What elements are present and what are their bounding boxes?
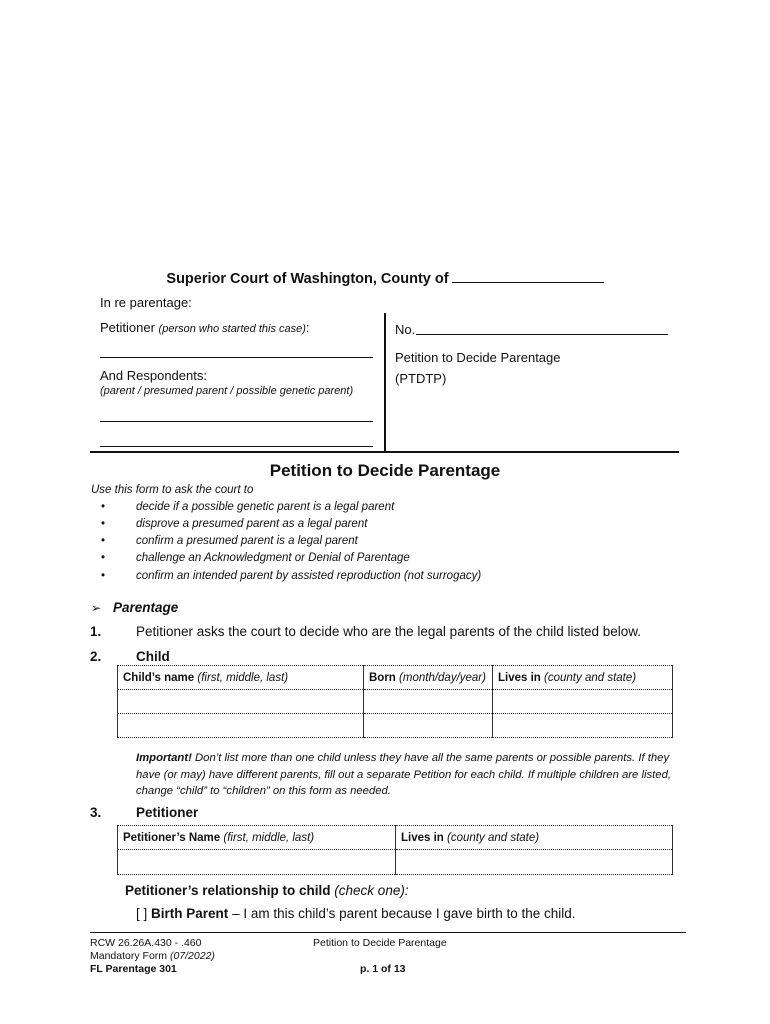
- case-no-blank[interactable]: [416, 334, 668, 335]
- footer-title: Petition to Decide Parentage: [313, 937, 447, 949]
- table-row: [118, 850, 673, 875]
- petitioner-caption: [100, 320, 310, 335]
- respondent-name-line-2[interactable]: [100, 446, 373, 447]
- lives-in-header: Lives in (county and state): [493, 666, 673, 690]
- list-item: • confirm a presumed parent is a legal parent: [101, 535, 358, 547]
- child-table: [117, 665, 673, 738]
- petitioner-name-header: Petitioner’s Name (first, middle, last): [118, 826, 396, 850]
- born-header: Born (month/day/year): [364, 666, 493, 690]
- respondents-label: And Respondents:: [100, 368, 207, 383]
- petitioner-name-line[interactable]: [100, 357, 373, 358]
- petitioner-note: (person who started this case): [158, 323, 306, 335]
- item-3-number: 3.: [90, 805, 102, 820]
- petitioner-lives-in-header: Lives in (county and state): [396, 826, 673, 850]
- relationship-heading: Petitioner’s relationship to child (check one):: [125, 883, 409, 898]
- important-note: Important! Don’t list more than one child unless they have all the same parents or possible parents. If they have (or may) have different parents, fill out a separate Petition for each child. If multiple children are listed, change “child” to “children” on this form as needed.: [136, 752, 671, 797]
- caption-doc-title: Petition to Decide Parentage: [395, 350, 561, 365]
- lives-in-cell[interactable]: [493, 690, 673, 714]
- list-item: • disprove a presumed parent as a legal parent: [101, 518, 368, 530]
- birth-parent-text: – I am this child’s parent because I gave birth to the child.: [232, 906, 576, 921]
- case-no-label: No.: [395, 322, 416, 337]
- item-2-title: Child: [136, 649, 170, 664]
- child-name-cell[interactable]: [118, 714, 364, 738]
- arrow-icon: ➢: [91, 601, 102, 615]
- footer-form-id: FL Parentage 301: [90, 963, 177, 975]
- birth-parent-label: Birth Parent: [151, 906, 229, 921]
- footer-page: p. 1 of 13: [360, 963, 406, 975]
- petitioner-table: [117, 825, 673, 875]
- list-item: • decide if a possible genetic parent is a legal parent: [101, 501, 395, 513]
- county-blank[interactable]: [452, 269, 604, 283]
- caption-divider: [384, 313, 386, 451]
- table-row: [118, 690, 673, 714]
- petitioner-lives-in-cell[interactable]: [396, 850, 673, 875]
- lives-in-cell[interactable]: [493, 714, 673, 738]
- intro-text: Use this form to ask the court to: [91, 484, 254, 496]
- item-1-text: Petitioner asks the court to decide who are the legal parents of the child listed below.: [136, 624, 642, 639]
- table-row: [118, 714, 673, 738]
- form-title: Petition to Decide Parentage: [269, 461, 501, 480]
- footer-mandatory: Mandatory Form (07/2022): [90, 950, 215, 962]
- item-2-number: 2.: [90, 649, 102, 664]
- caption-bottom-rule: [90, 451, 679, 453]
- petitioner-colon: :: [305, 320, 310, 335]
- born-cell[interactable]: [364, 690, 493, 714]
- caption-doc-abbrev: (PTDTP): [395, 371, 447, 386]
- petitioner-label: Petitioner: [100, 320, 155, 335]
- birth-parent-checkbox[interactable]: [ ]: [136, 906, 148, 921]
- item-1-number: 1.: [90, 624, 102, 639]
- child-name-cell[interactable]: [118, 690, 364, 714]
- birth-parent-option: [136, 906, 576, 921]
- court-title: Superior Court of Washington, County of: [166, 271, 449, 287]
- table-row: [118, 666, 673, 690]
- footer-rule: [90, 932, 686, 933]
- footer-rcw: RCW 26.26A.430 - .460: [90, 937, 202, 949]
- court-heading: [0, 269, 770, 287]
- born-cell[interactable]: [364, 714, 493, 738]
- list-item: • challenge an Acknowledgment or Denial of Parentage: [101, 552, 410, 564]
- item-3-title: Petitioner: [136, 805, 199, 820]
- table-row: [118, 826, 673, 850]
- respondent-name-line-1[interactable]: [100, 421, 373, 422]
- respondents-note: (parent / presumed parent / possible genetic parent): [100, 385, 354, 397]
- section-title: Parentage: [113, 600, 179, 615]
- petitioner-name-cell[interactable]: [118, 850, 396, 875]
- child-name-header: Child’s name (first, middle, last): [118, 666, 364, 690]
- case-number: [395, 322, 415, 337]
- list-item: • confirm an intended parent by assisted reproduction (not surrogacy): [101, 570, 482, 582]
- important-label: Important!: [136, 752, 192, 764]
- in-re-label: In re parentage:: [100, 295, 192, 310]
